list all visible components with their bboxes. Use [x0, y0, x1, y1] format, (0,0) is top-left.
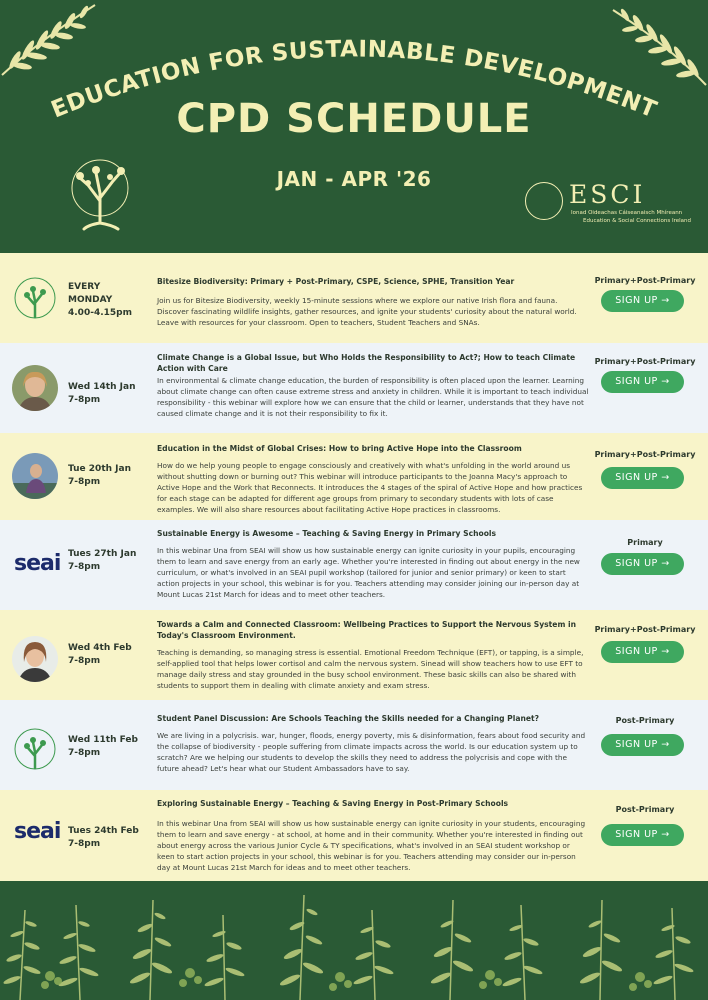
event-time: 7-8pm — [68, 477, 101, 487]
esci-subtitle: Ionad Oideachas Cáiseanaisch Mhíreann — [571, 210, 683, 216]
event-description: In environmental & climate change education, the burden of responsibility is often placed upon the learner. Learning about climate change can often cause extreme stress and anxiety in children. While it is important to teach individual responsibility - this webinar will explore how we can ensure that the child or learner, understands that they have not caused climate change and it is not their responsibility to fix it. — [157, 376, 589, 418]
event-when — [68, 463, 131, 489]
esci-logo — [525, 180, 691, 230]
signup-button[interactable]: SIGN UP → — [601, 553, 684, 575]
seai-logo: seai — [14, 551, 61, 576]
event-level: Primary+Post-Primary — [594, 625, 696, 634]
seai-logo: seai — [14, 819, 61, 844]
event-time: 7-8pm — [68, 839, 101, 849]
event-time: 7-8pm — [68, 656, 101, 666]
event-description: In this webinar Una from SEAI will show us how sustainable energy can ignite curiosity in your pupils, encouraging them to learn and save energy from an early age. Whether you're interested in finding out about energy in the new curriculum, or what's involved in an SEAI pupil workshop (tailored for junior and senior primary) or keen to start action projects in your school, this webinar is for you. Teachers attending may consider joining our in-person day at Mount Lucas 21st March for ideas and to meet other teachers. — [157, 546, 580, 599]
event-time: 7-8pm — [68, 748, 101, 758]
speaker-photo — [12, 365, 58, 411]
esci-emblem-icon — [525, 182, 563, 220]
event-level: Primary+Post-Primary — [594, 450, 696, 459]
signup-button[interactable]: SIGN UP → — [601, 371, 684, 393]
event-when — [68, 281, 132, 320]
event-level: Primary+Post-Primary — [594, 357, 696, 366]
arc-title-text: EDUCATION FOR SUSTAINABLE DEVELOPMENT — [47, 36, 661, 124]
event-day: Wed 4th Feb — [68, 643, 132, 653]
event-description: We are living in a polycrisis. war, hunger, floods, energy poverty, mis & disinformation, fears about food security and the collapse of biodiversity - people suffering from climate impacts across the world. Is our education system up to scratch? Are we helping our students to develop the skills they need to address the polycrisis and cope with the future ahead? Let's hear what our Student Ambassadors have to say. — [157, 731, 586, 773]
event-when — [68, 548, 136, 574]
event-title: Climate Change is a Global Issue, but Who Holds the Responsibility to Act?; How to teach Climate Action with Care — [157, 353, 576, 373]
event-level: Post-Primary — [615, 716, 675, 725]
event-title: Bitesize Biodiversity: Primary + Post-Primary, CSPE, Science, SPHE, Transition Year — [157, 277, 515, 286]
fern-footer-icon — [0, 881, 708, 1000]
speaker-photo — [12, 636, 58, 682]
isn-logo-icon — [12, 726, 58, 772]
event-day: Tues 27th Jan — [68, 549, 137, 559]
header — [0, 0, 708, 253]
event-title: Towards a Calm and Connected Classroom: Wellbeing Practices to Support the Nervous System in Today's Classroom Environment. — [157, 620, 577, 640]
event-title: Sustainable Energy is Awesome – Teaching & Saving Energy in Primary Schools — [157, 529, 497, 538]
event-row — [0, 433, 708, 520]
event-when — [68, 642, 132, 668]
event-title: Education in the Midst of Global Crises: How to bring Active Hope into the Classroom — [157, 444, 522, 453]
event-level: Primary+Post-Primary — [594, 276, 696, 285]
event-day: Tues 24th Feb — [68, 826, 139, 836]
event-day-2: MONDAY — [68, 295, 113, 305]
signup-button[interactable]: SIGN UP → — [601, 824, 684, 846]
event-time: 7-8pm — [68, 395, 101, 405]
page-title: CPD SCHEDULE — [176, 96, 532, 142]
event-description: Teaching is demanding, so managing stress is essential. Emotional Freedom Technique (EFT), or tapping, is a simple, self-applied tool that helps lower cortisol and calm the nervous system. Sinead will show teachers how to use EFT to manage daily stress and stay grounded in the busy school environment. These basic skills can also be shared with students to support them in dealing with climate anxiety and exam stress. — [157, 648, 584, 690]
esci-subtitle-2: Education & Social Connections Ireland — [583, 218, 691, 224]
event-row — [0, 253, 708, 343]
speaker-photo — [12, 453, 58, 499]
event-row — [0, 790, 708, 883]
event-day: Tue 20th Jan — [68, 464, 131, 474]
event-list — [0, 253, 708, 883]
event-day: Wed 11th Feb — [68, 735, 138, 745]
event-row — [0, 343, 708, 433]
signup-button[interactable]: SIGN UP → — [601, 290, 684, 312]
event-description: In this webinar Una from SEAI will show us how sustainable energy can ignite curiosity in your students, encouraging them to learn and save energy - at school, at home and in their community. Whether you're interested in finding out about energy across the various Junior Cycle & TY specifications, what's involved in an SEAI student workshop or keen to start action projects in your school, this webinar is for you. Teachers attending may consider our in-person day at Mount Lucas 21st March for ideas and to meet other teachers. — [157, 819, 586, 872]
event-row — [0, 520, 708, 610]
event-level: Post-Primary — [615, 805, 675, 814]
signup-button[interactable]: SIGN UP → — [601, 641, 684, 663]
esci-name: ESCI — [569, 180, 646, 209]
event-day: Wed 14th Jan — [68, 382, 136, 392]
event-title: Exploring Sustainable Energy – Teaching & Saving Energy in Post-Primary Schools — [157, 799, 509, 808]
event-day: EVERY — [68, 282, 101, 292]
signup-button[interactable]: SIGN UP → — [601, 467, 684, 489]
isn-logo-icon — [58, 143, 148, 238]
isn-logo-icon — [12, 275, 58, 321]
event-description: How do we help young people to engage consciously and creatively with what's unfolding in the world around us without shutting down or burning out? This webinar will introduce participants to the Joanna Macy's approach to Active Hope and the Work that Reconnects. It introduces the 4 stages of the spiral of Active Hope and how practices for each stage can be adapted for different age groups from primary to secondary students with lots of case examples. We will also share resources about facilitating Active Hope practices in classrooms. — [157, 461, 583, 514]
date-range: JAN - APR '26 — [276, 167, 432, 191]
event-when — [68, 825, 139, 851]
event-description: Join us for Bitesize Biodiversity, weekly 15-minute sessions where we explore our native Irish flora and fauna. Discover fascinating wildlife insights, gather resources, and ignite your students' curiosity about the natural world. Leave with resources for your classroom. Open to teachers, Student Teachers and SNAs. — [157, 296, 577, 327]
signup-button[interactable]: SIGN UP → — [601, 734, 684, 756]
event-row — [0, 610, 708, 700]
event-when — [68, 734, 138, 760]
event-time: 4.00-4.15pm — [68, 308, 132, 318]
event-level: Primary — [627, 538, 663, 547]
event-row — [0, 700, 708, 790]
event-when — [68, 381, 135, 407]
event-time: 7-8pm — [68, 562, 101, 572]
event-title: Student Panel Discussion: Are Schools Teaching the Skills needed for a Changing Planet? — [157, 714, 540, 723]
footer-fern-decoration — [0, 881, 708, 1000]
